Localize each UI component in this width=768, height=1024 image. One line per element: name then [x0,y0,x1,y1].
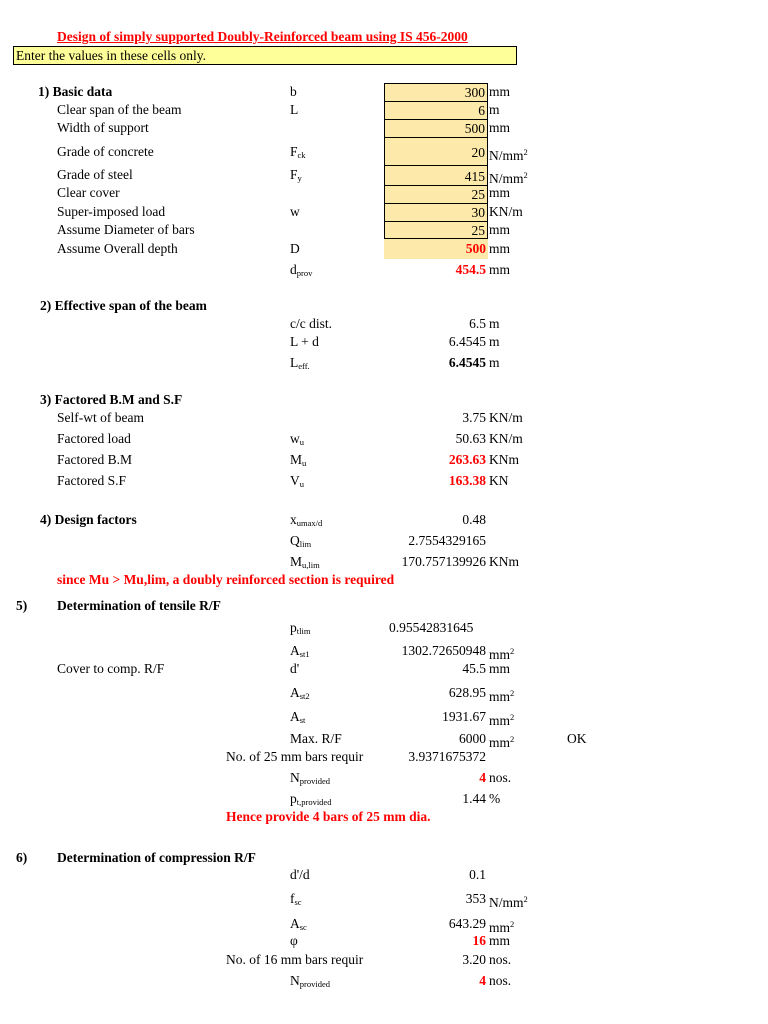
unit-dprov: mm [489,262,511,277]
unit-L: m [489,102,500,117]
d-dash-value: 45.5 [462,661,486,676]
label-support-width: Width of support [57,120,149,135]
overall-depth-value: 500 [465,241,486,256]
unit-max-rf: $mm^2$ [489,734,515,750]
label-concrete-grade: Grade of concrete [57,144,154,159]
label-superimposed-load: Super-imposed load [57,204,166,219]
unit-Ast1: $mm^2$ [489,646,515,662]
Ast2-value: 628.95 [448,685,486,700]
unit-Leff: m [489,355,500,370]
sym-Qlim: $Q_{lim}$ [290,533,312,549]
sym-Nprovided-comp: $N_{provided}$ [290,973,330,989]
label-self-wt: Self-wt of beam [57,410,144,425]
Ast-value: 1931.67 [442,709,486,724]
Ast1-value: 1302.72650948 [401,643,486,658]
clear-cover-value: 25 [471,187,485,202]
unit-fy: $N/mm^2$ [489,170,528,186]
unit-self-wt: KN/m [489,410,523,425]
sym-Leff: $L_{eff.}$ [290,355,310,371]
b-value: 300 [464,85,485,100]
section-2-heading: 2) Effective span of the beam [40,298,207,313]
Leff-value: 6.4545 [448,355,486,370]
sym-Ast: $A_{st}$ [290,709,306,725]
sym-D: D [290,241,300,256]
sym-d-dash: d' [290,661,300,676]
unit-support: mm [489,120,511,135]
Mu-value: 263.63 [448,452,486,467]
Qlim-value: 2.7554329165 [408,533,486,548]
sym-b: b [290,84,297,99]
ptlim-value: 0.95542831645 [389,620,474,635]
max-rf-value: 6000 [459,731,486,746]
unit-depth: mm [489,241,511,256]
input-cell-clear-cover[interactable] [384,185,488,203]
sym-Mu: $M_u$ [290,452,307,468]
unit-pt-provided: % [489,791,501,806]
input-cell-fy[interactable] [384,165,488,185]
label-overall-depth: Assume Overall depth [57,241,178,256]
label-bar-diameter: Assume Diameter of bars [57,222,195,237]
unit-Mulim: KNm [489,554,519,569]
doubly-reinforced-note: since Mu > Mu,lim, a doubly reinforced section is required [57,572,395,587]
section-5-heading: Determination of tensile R/F [57,598,221,613]
bar-dia-value: 25 [471,223,485,238]
dprov-value: 454.5 [455,262,486,277]
sym-w: w [290,204,300,219]
sym-Nprovided: $N_{provided}$ [290,770,330,786]
unit-wu: KN/m [489,431,523,446]
sym-phi: φ [290,933,298,948]
label-clear-cover: Clear cover [57,185,120,200]
sym-fck: $F_{ck}$ [290,144,306,160]
sym-fsc: $f_{sc}$ [290,891,302,907]
bars-required-value: 3.9371675372 [408,749,486,764]
unit-Nprovided: nos. [489,770,512,785]
unit-16mm-bars: nos. [489,952,512,967]
label-factored-load: Factored load [57,431,131,446]
section-4-heading: 4) Design factors [40,512,137,527]
input-cell-fck[interactable] [384,137,488,165]
unit-cc-dist: m [489,316,500,331]
Vu-value: 163.38 [448,473,486,488]
sym-Asc: $A_{sc}$ [290,916,307,932]
sym-Vu: $V_u$ [290,473,304,489]
page-title: Design of simply supported Doubly-Reinforced beam using IS 456-2000 [57,29,468,44]
sym-d-dash-over-d: d'/d [290,867,310,882]
clear-span-value: 6 [478,103,485,118]
input-cell-clear-span[interactable] [384,101,488,119]
L-plus-d-value: 6.4545 [448,334,486,349]
fy-value: 415 [464,169,485,184]
Asc-value: 643.29 [448,916,486,931]
input-cell-overall-depth[interactable] [384,239,488,259]
unit-L-plus-d: m [489,334,500,349]
input-cell-b[interactable] [384,83,488,101]
enter-values-note [13,46,517,65]
unit-fsc: $N/mm^2$ [489,894,528,910]
sym-max-rf: Max. R/F [290,731,342,746]
sym-xumax: $x_{umax/d}$ [290,512,323,528]
label-steel-grade: Grade of steel [57,167,133,182]
unit-d-dash: mm [489,661,511,676]
section-1-heading: 1) Basic data [38,84,113,99]
enter-values-text: Enter the values in these cells only. [16,48,206,63]
self-wt-value: 3.75 [462,410,486,425]
Mulim-value: 170.757139926 [401,554,486,569]
sym-bars-required: No. of 25 mm bars requir [226,749,364,764]
sym-ptlim: $p_{tlim}$ [290,620,311,636]
unit-load: KN/m [489,204,523,219]
max-rf-check: OK [567,731,587,746]
load-value: 30 [471,205,485,220]
label-factored-sf: Factored S.F [57,473,126,488]
section-6-number: 6) [16,850,28,865]
section-5-number: 5) [16,598,28,613]
section-3-heading: 3) Factored B.M and S.F [40,392,183,407]
wu-value: 50.63 [455,431,486,446]
unit-Mu: KNm [489,452,519,467]
unit-Vu: KN [489,473,509,488]
unit-bar-dia: mm [489,222,511,237]
unit-Ast2: $mm^2$ [489,688,515,704]
unit-b: mm [489,84,511,99]
sym-pt-provided: $p_{t,provided}$ [290,791,332,807]
sym-L-plus-d: L + d [290,334,319,349]
sym-fy: $F_y$ [290,167,302,183]
sym-Ast1: $A_{st1}$ [290,643,310,659]
unit-phi: mm [489,933,511,948]
unit-Nprovided-comp: nos. [489,973,512,988]
unit-cover: mm [489,185,511,200]
16mm-bars-required-value: 3.20 [462,952,486,967]
label-cover-comp-rf: Cover to comp. R/F [57,661,165,676]
sym-cc-dist: c/c dist. [290,316,332,331]
pt-provided-value: 1.44 [462,791,486,806]
sym-wu: $w_u$ [290,431,304,447]
d-dash-over-d-value: 0.1 [469,867,486,882]
phi-value: 16 [472,933,486,948]
unit-fck: $N/mm^2$ [489,147,528,163]
input-cell-support-width[interactable] [384,119,488,137]
provide-bars-note: Hence provide 4 bars of 25 mm dia. [226,809,431,824]
section-6-heading: Determination of compression R/F [57,850,256,865]
sym-16mm-bars-required: No. of 16 mm bars requir [226,952,364,967]
fsc-value: 353 [465,891,486,906]
input-cell-load[interactable] [384,203,488,221]
xumax-value: 0.48 [462,512,486,527]
input-cell-bar-dia[interactable] [384,221,488,239]
support-width-value: 500 [464,121,485,136]
sym-Mulim: $M_{u,lim}$ [290,554,320,570]
sym-L: L [290,102,299,117]
label-factored-bm: Factored B.M [57,452,132,467]
fck-value: 20 [471,145,485,160]
unit-Ast: $mm^2$ [489,712,515,728]
Nprovided-value: 4 [479,770,486,785]
Nprovided-comp-value: 4 [479,973,486,988]
unit-Asc: $mm^2$ [489,919,515,935]
label-clear-span: Clear span of the beam [57,102,182,117]
sym-dprov: $d_{prov}$ [290,262,313,278]
cc-dist-value: 6.5 [469,316,486,331]
sym-Ast2: $A_{st2}$ [290,685,310,701]
